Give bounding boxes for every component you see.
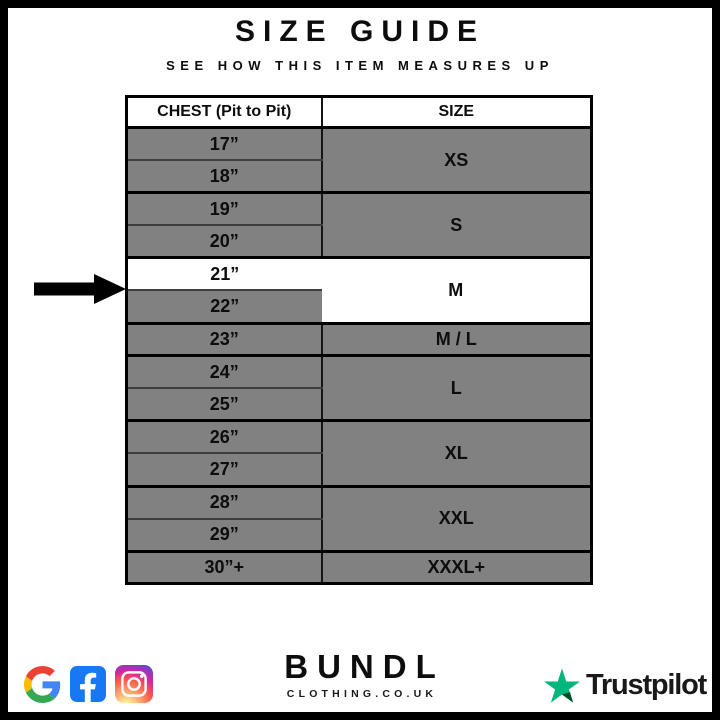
highlight-arrow-icon — [34, 274, 126, 304]
size-cell: L — [322, 356, 592, 421]
size-cell: XL — [322, 421, 592, 486]
chest-cell: 17” — [127, 128, 322, 161]
table-row-highlighted — [127, 258, 592, 291]
chest-cell: 19” — [127, 193, 322, 226]
chest-cell: 25” — [127, 388, 322, 421]
size-cell: XXXL+ — [322, 551, 592, 584]
chest-cell: 30”+ — [127, 551, 322, 584]
page-subtitle: SEE HOW THIS ITEM MEASURES UP — [166, 58, 554, 73]
brand-name: BUNDL — [284, 648, 445, 685]
page-title: SIZE GUIDE — [234, 15, 486, 48]
trustpilot-logo[interactable] — [544, 668, 706, 703]
chest-cell: 27” — [127, 453, 322, 486]
table-row — [127, 551, 592, 584]
table-row — [127, 128, 592, 161]
size-cell: M / L — [322, 323, 592, 356]
brand-domain: CLOTHING.CO.UK — [286, 688, 438, 700]
column-header-chest: CHEST (Pit to Pit) — [127, 97, 322, 128]
table-row — [127, 486, 592, 519]
chest-cell: 23” — [127, 323, 322, 356]
size-cell: S — [322, 193, 592, 258]
table-row — [127, 421, 592, 454]
column-header-size: SIZE — [322, 97, 592, 128]
chest-cell: 28” — [127, 486, 322, 519]
table-row — [127, 323, 592, 356]
trustpilot-star-icon — [544, 668, 580, 703]
chest-cell: 26” — [127, 421, 322, 454]
table-row — [127, 193, 592, 226]
size-cell: XS — [322, 128, 592, 193]
table-header-row — [127, 97, 592, 128]
size-cell-highlighted: M — [322, 258, 592, 323]
chest-cell-highlighted: 21” — [127, 258, 322, 291]
size-cell: XXL — [322, 486, 592, 551]
chest-cell: 29” — [127, 519, 322, 552]
table-row — [127, 356, 592, 389]
chest-cell: 20” — [127, 225, 322, 258]
trustpilot-label: Trustpilot — [586, 669, 707, 701]
size-table — [125, 95, 593, 585]
chest-cell: 22” — [127, 290, 322, 323]
chest-cell: 18” — [127, 160, 322, 193]
chest-cell: 24” — [127, 356, 322, 389]
